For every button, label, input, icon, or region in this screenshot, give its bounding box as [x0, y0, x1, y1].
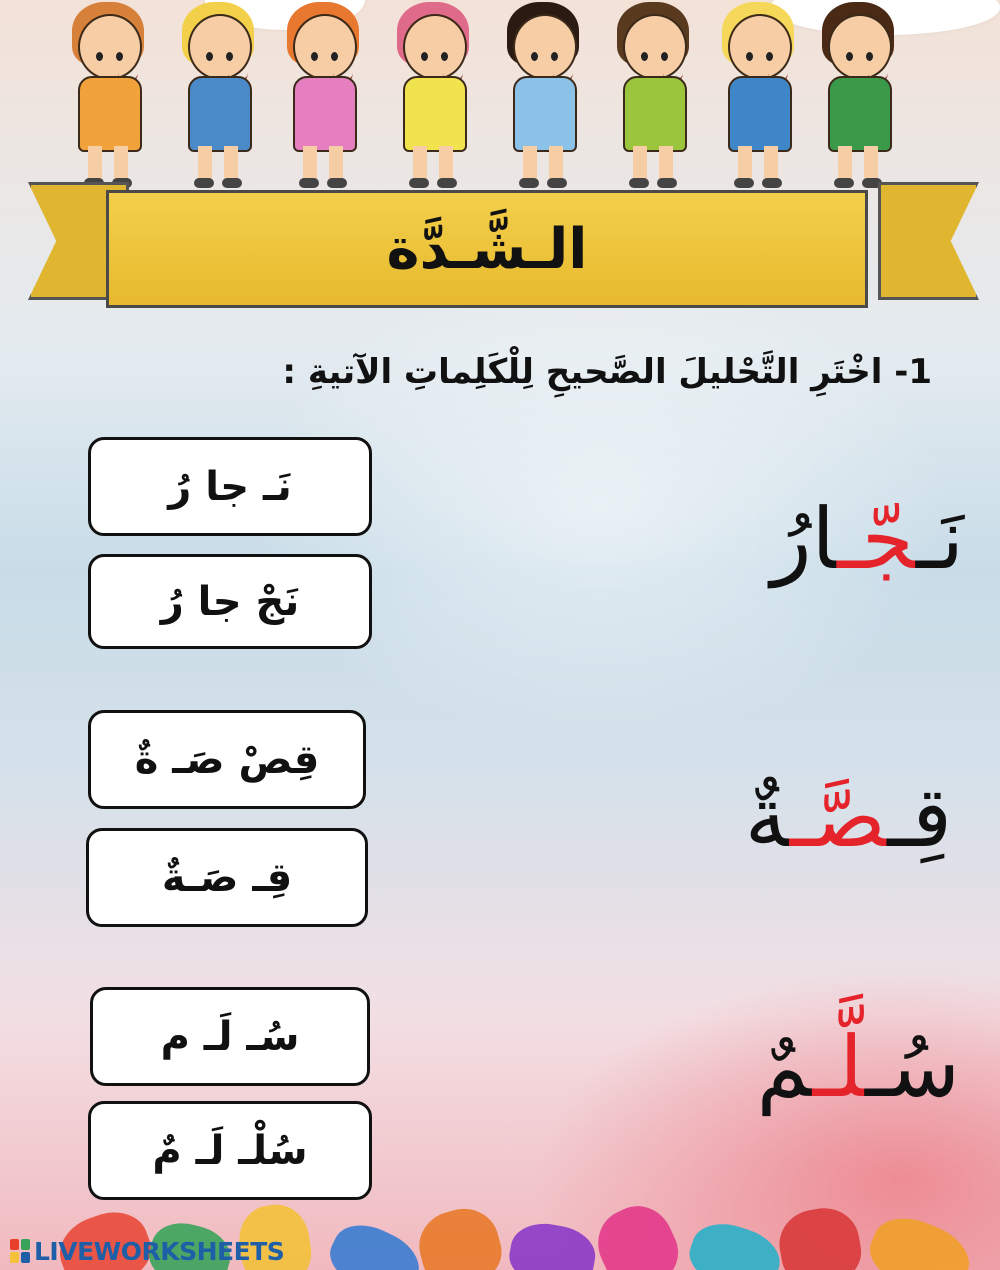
kid-4 — [385, 0, 481, 190]
question-instruction: 1- اخْتَرِ التَّحْليلَ الصَّحيحِ لِلْكَلِماتِ الآتيةِ : — [282, 352, 932, 392]
banner-right-wing — [878, 182, 979, 300]
answer-option-2b[interactable]: قِـ صَـةٌ — [86, 828, 368, 927]
answer-option-1a[interactable]: نَـ جا رُ — [88, 437, 372, 536]
liveworksheets-logo-icon — [10, 1239, 30, 1263]
shadda-highlight: لَّـ — [812, 1018, 865, 1116]
target-word-1: نَـجّـارُ — [770, 490, 964, 588]
answer-option-1b[interactable]: نَجْ جا رُ — [88, 554, 372, 649]
logo-text: LIVEWORKSHEETS — [34, 1236, 285, 1266]
liveworksheets-logo[interactable] — [10, 1236, 284, 1266]
kid-1 — [60, 0, 156, 190]
kid-3 — [275, 0, 371, 190]
kids-illustration — [20, 0, 900, 200]
target-word-2: قِـصَّـةٌ — [744, 768, 952, 866]
answer-option-3b[interactable]: سُلْـ لَـ مٌ — [88, 1101, 372, 1200]
kid-2 — [170, 0, 266, 190]
kid-6 — [605, 0, 701, 190]
shadda-highlight: صَّـ — [789, 768, 888, 866]
page-title: الـشَّـدَّة — [386, 216, 588, 282]
kid-7 — [710, 0, 806, 190]
shadda-highlight: جّـ — [837, 490, 916, 588]
title-banner — [106, 190, 868, 308]
target-word-3: سُـلَّـمٌ — [756, 1018, 960, 1116]
kid-8 — [810, 0, 906, 190]
answer-option-3a[interactable]: سُـ لَـ م — [90, 987, 370, 1086]
kid-5 — [495, 0, 591, 190]
answer-option-2a[interactable]: قِصْ صَـ ةٌ — [88, 710, 366, 809]
